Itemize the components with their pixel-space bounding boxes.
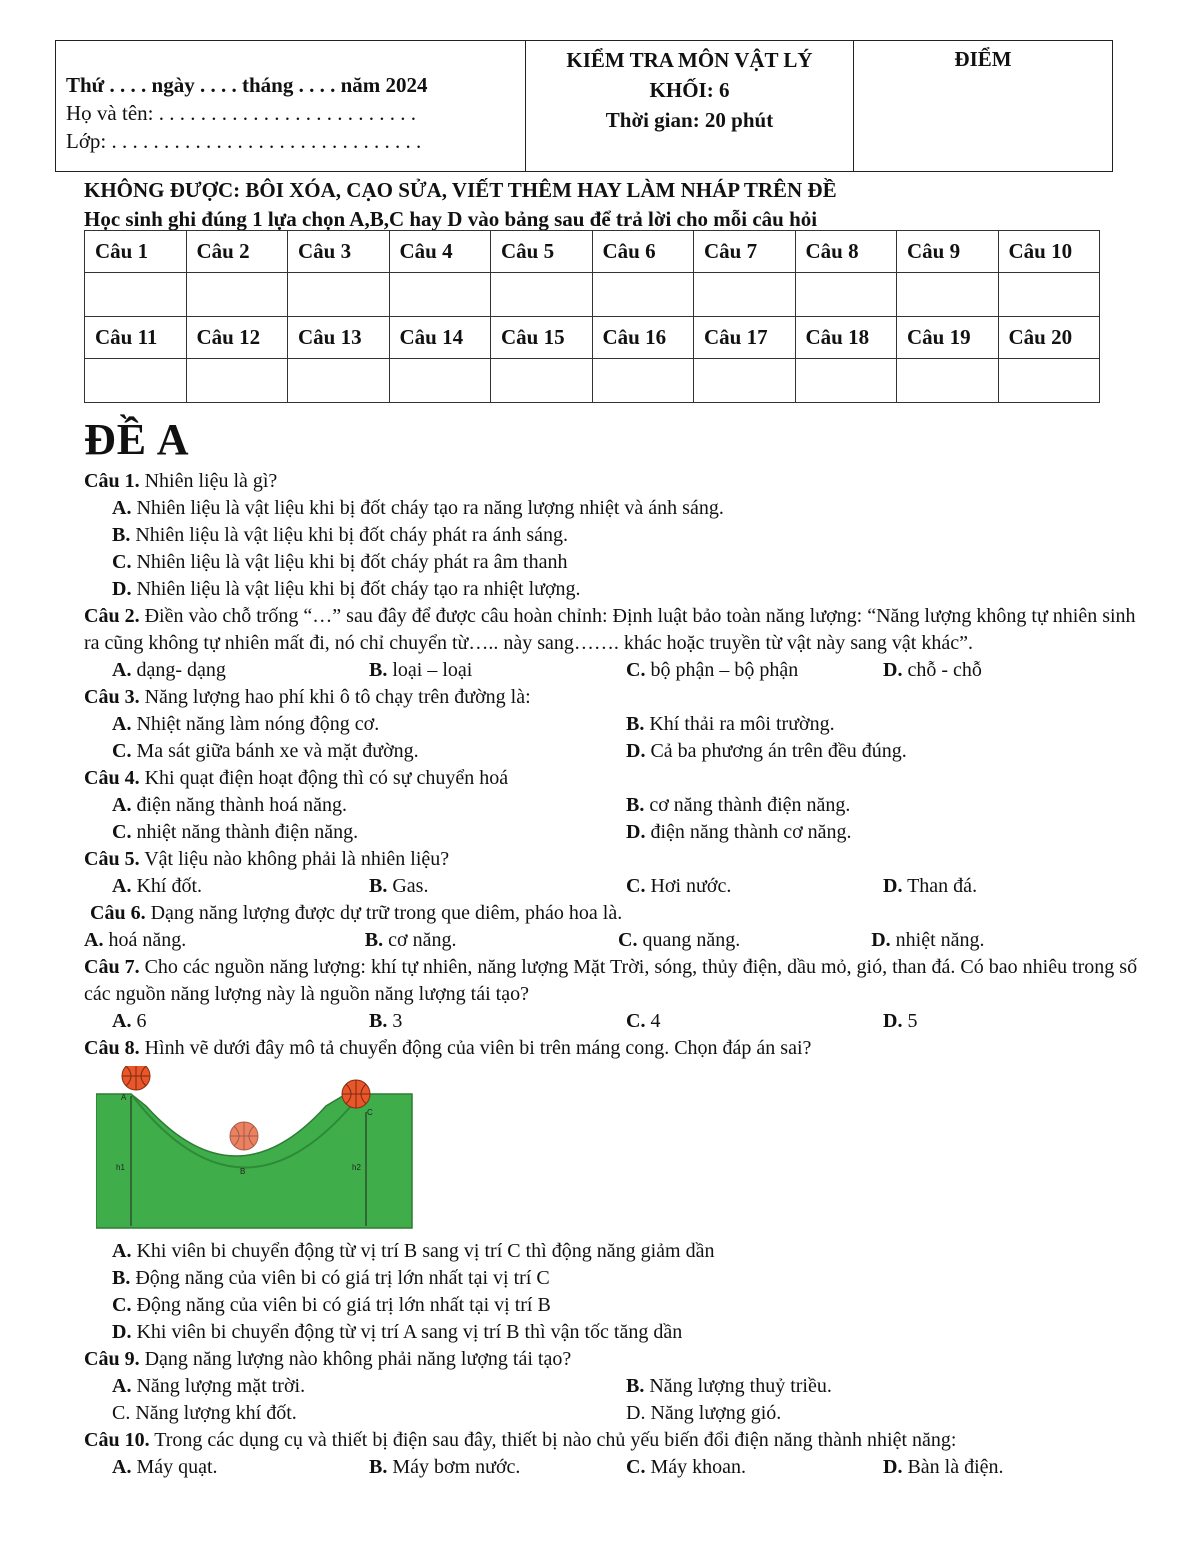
answer-header-cell: Câu 18 [795,317,897,359]
option-c: C. 4 [626,1010,661,1032]
question-number: Câu 2. [84,605,140,627]
exam-title: KIỂM TRA MÔN VẬT LÝ [566,48,813,72]
options-row [84,927,1152,954]
option-d: D. điện năng thành cơ năng. [626,821,852,843]
question-number: Câu 7. [84,956,140,978]
answer-header-cell: Câu 17 [694,317,796,359]
answer-cell[interactable] [998,273,1100,317]
exam-code: ĐỀ A [84,415,190,464]
grade-label: KHỐI: 6 [649,78,730,102]
question-number: Câu 9. [84,1348,140,1370]
answer-header-cell: Câu 1 [85,231,187,273]
option-d: D. Bàn là điện. [883,1456,1004,1478]
option-c: C. quang năng. [618,929,741,951]
question-4 [84,765,1152,792]
track-body [96,1094,412,1228]
option-c: C. Hơi nước. [626,875,732,897]
option-b: B. Khí thải ra môi trường. [626,713,835,735]
option-a: A. dạng- dạng [112,659,226,681]
option-a: A. Khi viên bi chuyển động từ vị trí B sang vị trí C thì động năng giảm dần [112,1240,715,1262]
ball-c [342,1080,370,1108]
question-10 [84,1427,1152,1454]
option-c: C. Nhiên liệu là vật liệu khi bị đốt cháy phát ra âm thanh [112,551,568,573]
answer-header-cell: Câu 11 [85,317,187,359]
answer-header-cell: Câu 12 [186,317,288,359]
answer-header-cell: Câu 15 [491,317,593,359]
answer-header-cell: Câu 19 [897,317,999,359]
question-text: Năng lượng hao phí khi ô tô chạy trên đường là: [139,686,531,708]
option-b: B. Nhiên liệu là vật liệu khi bị đốt cháy phát ra ánh sáng. [112,524,568,546]
question-number: Câu 3. [84,686,140,708]
answer-header-cell: Câu 20 [998,317,1100,359]
answer-cell[interactable] [897,359,999,403]
answer-header-cell: Câu 8 [795,231,897,273]
option-c: C. Năng lượng khí đốt. [112,1402,297,1424]
option-a: A. 6 [112,1010,147,1032]
question-text: Vật liệu nào không phải là nhiên liệu? [139,848,450,870]
answer-header-cell: Câu 6 [592,231,694,273]
label-c: C [367,1108,373,1117]
answer-cell[interactable] [491,359,593,403]
duration-label: Thời gian: 20 phút [605,108,774,132]
question-text: Cho các nguồn năng lượng: khí tự nhiên, năng lượng Mặt Trời, sóng, thủy điện, dầu mỏ, gió, than đá. Có bao nhiêu trong số các nguồn năng lượng này là nguồn năng lượng tái tạo? [84,956,1138,1005]
option-b: B. cơ năng. [364,929,457,951]
header-box [55,40,1113,172]
question-number: Câu 1. [84,470,140,492]
notice-line-1: KHÔNG ĐƯỢC: BÔI XÓA, CẠO SỬA, VIẾT THÊM HAY LÀM NHÁP TRÊN ĐỀ [84,178,837,202]
answer-header-cell: Câu 7 [694,231,796,273]
question-number: Câu 8. [84,1037,140,1059]
name-line: Họ và tên: . . . . . . . . . . . . . . . . . . . . . . . . . [66,101,416,125]
option-a: A. hoá năng. [84,929,187,951]
option-d: D. Nhiên liệu là vật liệu khi bị đốt cháy tạo ra nhiệt lượng. [112,578,581,600]
answer-header-cell: Câu 10 [998,231,1100,273]
option-c: C. Máy khoan. [626,1456,746,1478]
answer-header-cell: Câu 2 [186,231,288,273]
option-d: D. chỗ - chỗ [883,659,982,681]
answer-header-cell: Câu 14 [389,317,491,359]
answer-header-cell: Câu 4 [389,231,491,273]
option-b: B. 3 [369,1010,403,1032]
answer-cell[interactable] [186,273,288,317]
question-text: Khi quạt điện hoạt động thì có sự chuyển hoá [139,767,509,789]
answer-table [84,230,1100,403]
score-box [854,41,1112,171]
option-c: C. nhiệt năng thành điện năng. [112,821,359,843]
score-label: ĐIỂM [954,47,1012,71]
question-8 [84,1035,1152,1062]
question-number: Câu 10. [84,1429,150,1451]
answer-cell[interactable] [389,359,491,403]
answer-cell[interactable] [998,359,1100,403]
answer-cell[interactable] [694,273,796,317]
question-1 [84,468,1152,495]
option-a: A. Nhiệt năng làm nóng động cơ. [112,713,380,735]
track-diagram [96,1066,426,1238]
question-number: Câu 5. [84,848,140,870]
answer-cell[interactable] [592,273,694,317]
option-a: A. Năng lượng mặt trời. [112,1375,306,1397]
option-d: D. 5 [883,1010,918,1032]
question-list [84,468,1152,1481]
option-d: D. Khi viên bi chuyển động từ vị trí A sang vị trí B thì vận tốc tăng dần [112,1321,683,1343]
option-b: B. cơ năng thành điện năng. [626,794,851,816]
option-d: D. nhiệt năng. [871,929,985,951]
question-2 [84,603,1144,657]
answer-cell[interactable] [491,273,593,317]
answer-cell[interactable] [85,273,187,317]
options-row [84,873,1152,900]
option-d: D. Than đá. [883,875,978,897]
answer-cell[interactable] [694,359,796,403]
answer-cell[interactable] [592,359,694,403]
option-a: A. điện năng thành hoá năng. [112,794,347,816]
notice-line-2: Học sinh ghi đúng 1 lựa chọn A,B,C hay D vào bảng sau để trả lời cho mỗi câu hỏi [84,207,818,231]
label-a: A [121,1093,127,1102]
option-c: C. Ma sát giữa bánh xe và mặt đường. [112,740,419,762]
options-row [84,657,1152,684]
option-a: A. Nhiên liệu là vật liệu khi bị đốt cháy tạo ra năng lượng nhiệt và ánh sáng. [112,497,724,519]
option-b: B. loại – loại [369,659,473,681]
option-b: B. Gas. [369,875,429,897]
option-b: B. Động năng của viên bi có giá trị lớn nhất tại vị trí C [112,1267,550,1289]
answer-cell[interactable] [389,273,491,317]
ball-a [122,1066,150,1090]
date-line: Thứ . . . . ngày . . . . tháng . . . . năm 2024 [66,73,428,97]
option-a: A. Máy quạt. [112,1456,218,1478]
answer-cell[interactable] [795,273,897,317]
question-text: Hình vẽ dưới đây mô tả chuyển động của viên bi trên máng cong. Chọn đáp án sai? [139,1037,812,1059]
answer-header-cell: Câu 5 [491,231,593,273]
option-a: A. Khí đốt. [112,875,203,897]
option-c: C. bộ phận – bộ phận [626,659,799,681]
options-row [84,819,1152,846]
answer-cell[interactable] [897,273,999,317]
label-h2: h2 [352,1163,361,1172]
instructions [84,176,837,234]
question-text: Nhiên liệu là gì? [139,470,278,492]
answer-header-cell: Câu 9 [897,231,999,273]
curved-track-figure [96,1066,1152,1238]
question-9 [84,1346,1152,1373]
student-info [56,41,526,171]
option-d: D. Năng lượng gió. [626,1402,782,1424]
options-row [84,792,1152,819]
class-line: Lớp: . . . . . . . . . . . . . . . . . . . . . . . . . . . . . . [66,129,422,153]
question-text: Điền vào chỗ trống “…” sau đây để được câu hoàn chỉnh: Định luật bảo toàn năng lượng: “Năng lượng không tự nhiên sinh ra cũng không tự nhiên mất đi, nó chỉ chuyển từ….. này sang……. khác hoặc truyền từ vật này sang vật khác”. [84,605,1136,654]
question-3 [84,684,1152,711]
answer-cell[interactable] [288,273,390,317]
answer-header-cell: Câu 13 [288,317,390,359]
exam-info [526,41,854,171]
answer-cell[interactable] [288,359,390,403]
answer-cell[interactable] [795,359,897,403]
question-text: Trong các dụng cụ và thiết bị điện sau đây, thiết bị nào chủ yếu biến đổi điện năng thành nhiệt năng: [149,1429,957,1451]
option-b: B. Máy bơm nước. [369,1456,521,1478]
answer-cell[interactable] [85,359,187,403]
answer-cell[interactable] [186,359,288,403]
options-row [84,711,1152,738]
question-7 [84,954,1152,1008]
options-row [84,1400,1152,1427]
answer-header-cell: Câu 16 [592,317,694,359]
options-row [84,1008,1152,1035]
options-row [84,738,1152,765]
label-h1: h1 [116,1163,125,1172]
question-6 [84,900,1152,927]
question-text: Dạng năng lượng được dự trữ trong que diêm, pháo hoa là. [145,902,623,924]
option-d: D. Cả ba phương án trên đều đúng. [626,740,907,762]
options-row [84,1454,1152,1481]
label-b: B [240,1167,246,1176]
question-text: Dạng năng lượng nào không phải năng lượng tái tạo? [139,1348,572,1370]
question-number: Câu 6. [90,902,146,924]
option-c: C. Động năng của viên bi có giá trị lớn nhất tại vị trí B [112,1294,551,1316]
question-5 [84,846,1152,873]
options-row [84,1373,1152,1400]
answer-header-cell: Câu 3 [288,231,390,273]
ball-b [230,1122,258,1150]
question-number: Câu 4. [84,767,140,789]
option-b: B. Năng lượng thuỷ triều. [626,1375,832,1397]
